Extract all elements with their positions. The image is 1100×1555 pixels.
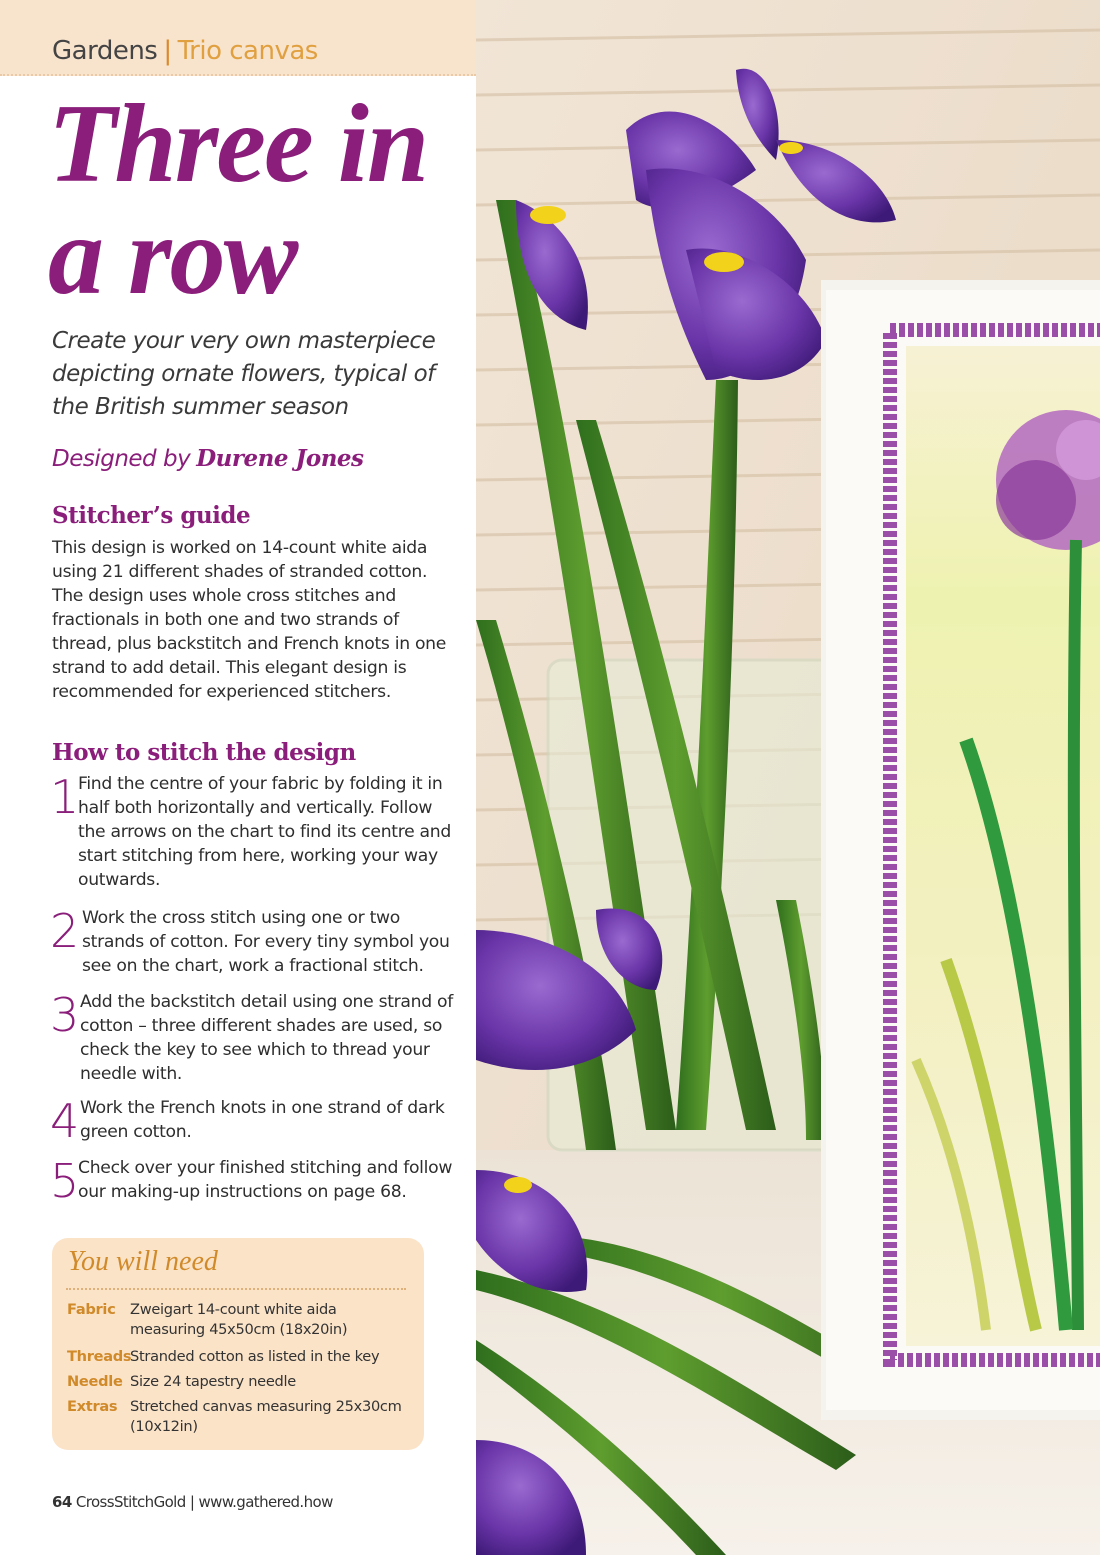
how-to-stitch-heading: How to stitch the design (52, 739, 356, 766)
stretched-canvas (821, 280, 1100, 1420)
section-name: Gardens (52, 36, 158, 66)
you-will-need-title: You will need (68, 1246, 218, 1277)
need-label: Threads (67, 1348, 132, 1365)
step-item (50, 772, 460, 906)
intro-standfirst: Create your very own masterpiece depicting ornate flowers, typical of the British summer season (52, 328, 436, 420)
section-header-band (0, 0, 476, 76)
need-label: Extras (67, 1398, 118, 1415)
step-number: 5 (50, 1154, 79, 1208)
article-column (0, 0, 476, 1555)
designer-name: Durene Jones (196, 445, 364, 472)
article-title (48, 82, 428, 318)
page-footer (52, 1493, 333, 1511)
footer-separator: | (189, 1493, 195, 1511)
step-item (50, 1156, 460, 1216)
need-value: Stranded cotton as listed in the key (130, 1348, 380, 1365)
title-line-2: a row (48, 194, 297, 318)
need-label: Needle (67, 1373, 123, 1390)
need-value: Zweigart 14-count white aida measuring 45x50cm (18x20in) (130, 1301, 348, 1338)
title-line-1: Three in (48, 82, 428, 206)
you-will-need-box (52, 1238, 424, 1450)
section-tag (52, 36, 318, 66)
step-number: 3 (50, 988, 79, 1042)
iris-and-canvas-photo (476, 0, 1100, 1555)
need-item-needle (67, 1372, 407, 1392)
step-text: Find the centre of your fabric by folding it in half both horizontally and vertically. Follow the arrows on the chart to find its centre and start stitching from here, working your way outwards. (78, 774, 451, 890)
need-item-threads (67, 1347, 407, 1367)
section-separator: | (163, 36, 172, 66)
step-number: 2 (50, 904, 79, 958)
step-number: 1 (50, 770, 79, 824)
subsection-name: Trio canvas (177, 36, 318, 66)
magazine-name: CrossStitchGold (75, 1493, 186, 1511)
byline-prefix: Designed by (52, 446, 191, 472)
step-text: Work the French knots in one strand of dark green cotton. (80, 1098, 445, 1142)
step-text: Add the backstitch detail using one strand of cotton – three different shades are used, so check the key to see which to thread your needle with. (80, 992, 454, 1084)
steps-list (50, 772, 460, 1216)
need-item-fabric (67, 1300, 407, 1340)
website: www.gathered.how (198, 1493, 333, 1511)
dotted-divider (66, 1288, 406, 1290)
step-item (50, 906, 460, 990)
need-label: Fabric (67, 1301, 116, 1318)
step-text: Work the cross stitch using one or two strands of cotton. For every tiny symbol you see on the chart, work a fractional stitch. (82, 908, 450, 976)
byline (52, 445, 364, 472)
need-value: Size 24 tapestry needle (130, 1373, 296, 1390)
stitchers-guide-text: This design is worked on 14-count white aida using 21 different shades of stranded cotton. The design uses whole cross stitches and fractionals in both one and two strands of thread, plus backstitch and French knots in one strand to add detail. This elegant design is recommended for experienced stitchers. (52, 538, 447, 702)
page-number: 64 (52, 1493, 72, 1511)
step-item (50, 990, 460, 1096)
step-item (50, 1096, 460, 1156)
step-text: Check over your finished stitching and follow our making-up instructions on page 68. (78, 1158, 453, 1202)
need-value: Stretched canvas measuring 25x30cm (10x12in) (130, 1398, 402, 1435)
stitchers-guide-heading: Stitcher’s guide (52, 502, 251, 529)
step-number: 4 (50, 1094, 79, 1148)
need-item-extras (67, 1397, 407, 1437)
